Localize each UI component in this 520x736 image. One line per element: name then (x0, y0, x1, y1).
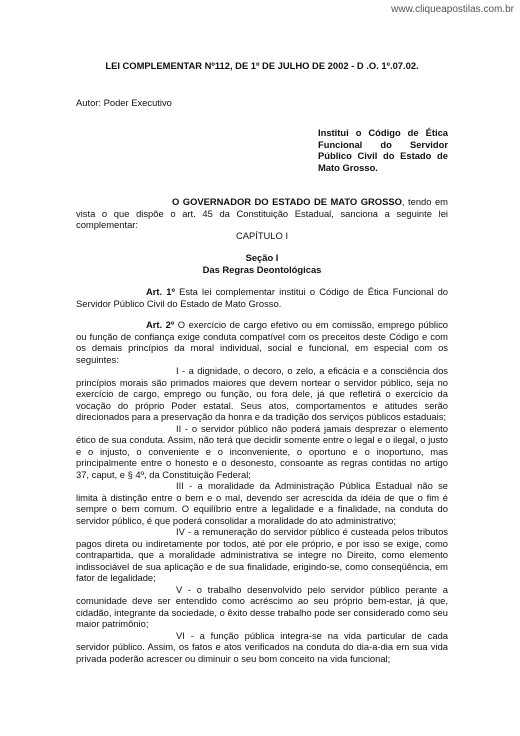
chapter-heading: CAPÍTULO I (235, 230, 289, 241)
article-2-item: V - o trabalho desenvolvido pelo servidor público perante a comunidade deve ser entendido como acréscimo ao seu próprio bem-estar, já que, cidadão, integrante da sociedade, o êxito desse trabalho pode ser considerado como seu maior patrimônio; (76, 583, 448, 629)
preamble-governor: O GOVERNADOR DO ESTADO DE MATO GROSSO (172, 196, 402, 207)
article-2-item: VI - a função pública integra-se na vida particular de cada servidor público. Assim, os fatos e atos verificados na conduta do dia-a-dia em sua vida privada poderão acrescer ou diminuir o seu bom conceito na vida funcional; (76, 629, 448, 664)
article-2-text: O exercício de cargo efetivo ou em comissão, emprego público ou função de confiança exige conduta compatível com os preceitos deste Código e com os demais princípios da moral individual, social e funcional, em especial com os seguintes: (76, 319, 449, 365)
article-2 (76, 319, 448, 365)
article-2-item: I - a dignidade, o decoro, o zelo, a eficácia e a consciência dos princípios morais são primados maiores que devem nortear o servidor público, seja no exercício de cargo, emprego ou função, ou fora dele, já que refletirá o exercício da vocação do próprio Poder estatal. Seus atos, comportamentos e atitudes serão direcionados para a preservação da honra e da tradição dos serviços públicos estaduais; (76, 365, 448, 422)
articles (76, 286, 448, 664)
author-line: Autor: Poder Executivo (76, 97, 172, 108)
article-2-label: Art. 2º (146, 319, 175, 330)
watermark: www.cliqueapostilas.com.br (391, 4, 514, 15)
preamble-text: , tendo em vista o que dispõe o art. 45 da Constituição Estadual, sanciona a seguinte lei complementar: (76, 196, 448, 230)
law-title: LEI COMPLEMENTAR Nº112, DE 1º DE JULHO DE 2002 - D .O. 1º.07.02. (105, 60, 419, 71)
section-name: Seção I (245, 252, 279, 263)
section-heading (76, 252, 448, 275)
section-title: Das Regras Deontológicas (202, 263, 322, 275)
article-2-item: II - o servidor público não poderá jamais desprezar o elemento ético de sua conduta. Assim, não terá que decidir somente entre o legal e o ilegal, o justo e o injusto, o conveniente e o inconveniente, o oportuno e o inoportuno, mas principalmente entre o honesto e o desonesto, consoante as regras contidas no artigo 37, caput, e § 4º, da Constituição Federal; (76, 422, 448, 480)
article-2-item: IV - a remuneração do servidor público é custeada pelos tributos pagos direta ou indiretamente por todos, até por ele próprio, e por isso se exige, como contrapartida, que a moralidade administrativa se integre no Direito, como elemento indissociável de sua aplicação e de sua finalidade, erigindo-se, como conseqüência, em fator de legalidade; (76, 526, 448, 583)
preamble (76, 196, 448, 231)
article-1 (76, 286, 448, 309)
article-2-item: III - a moralidade da Administração Pública Estadual não se limita à distinção entre o bem e o mal, devendo ser acrescida da idéia de que o fim é sempre o bem comum. O equilíbrio entre a legalidade e a finalidade, na conduta do servidor público, é que poderá consolidar a moralidade do ato administrativo; (76, 480, 448, 526)
ementa: Institui o Código de Ética Funcional do Servidor Público Civil do Estado de Mato Grosso. (318, 127, 448, 173)
article-1-label: Art. 1º (146, 286, 175, 297)
article-1-text: Esta lei complementar institui o Código de Ética Funcional do Servidor Público Civil do Estado de Mato Grosso. (76, 286, 448, 309)
